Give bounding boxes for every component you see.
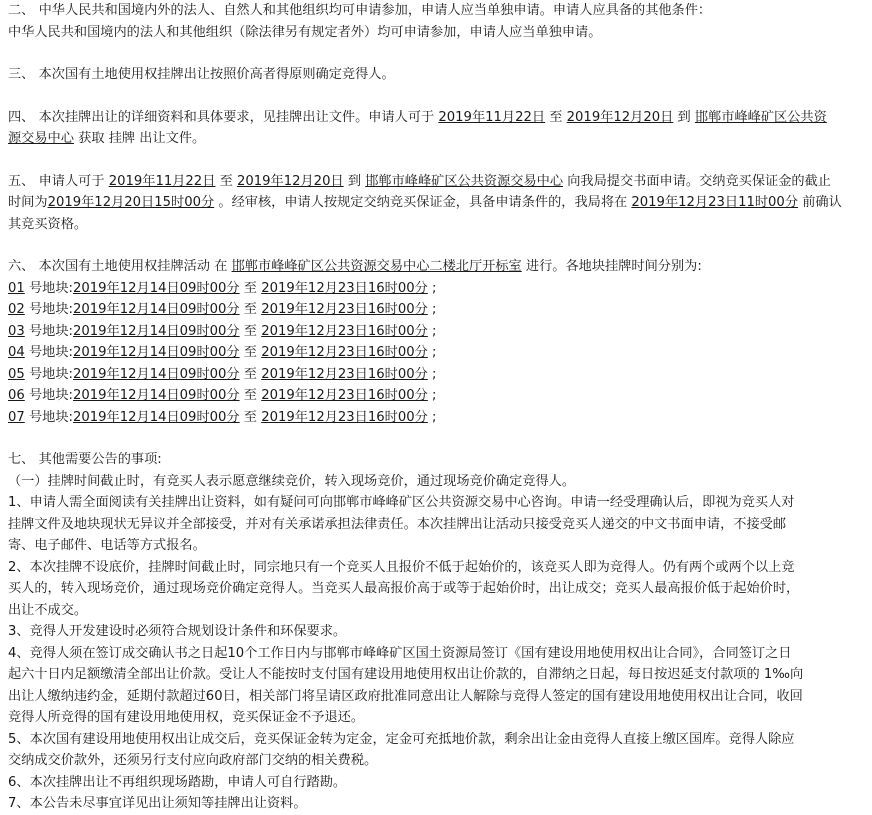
plot-number: 03 — [8, 323, 25, 339]
qualification-confirm-time: 2019年12月23日11时00分 — [631, 195, 799, 210]
plot-start-time: 2019年12月14日09时00分 — [72, 366, 240, 382]
section-7-line: 挂牌文件及地块现状无异议并全部接受，并对有关承诺承担法律责任。本次挂牌出让活动只接受竞买人递交的中文书面申请，不接受邮 — [8, 516, 787, 532]
section-7-line: 6、本次挂牌出让不再组织现场踏勘，申请人可自行踏勘。 — [8, 774, 347, 790]
plot-end-time: 2019年12月23日16时00分 — [261, 345, 428, 360]
section-7-line: 出让不成交。 — [8, 602, 88, 618]
section-7-line: 7、本公告未尽事宜详见出让须知等挂牌出让资料。 — [8, 796, 307, 811]
section-2-line-2: 中华人民共和国境内的法人和其他组织（除法律另有规定者外）均可申请参加，申请人应当单独申请。 — [8, 24, 602, 40]
plot-end-mark: ; — [427, 302, 437, 317]
section-6-line-1: 六、 本次国有土地使用权挂牌活动 在 邯郸市峰峰矿区公共资源交易中心二楼北厅开标室 进行。各地块挂牌时间分别为: — [8, 259, 702, 274]
section-7-line: 寄、电子邮件、电话等方式报名。 — [8, 538, 206, 553]
section-3-line-1: 三、 本次国有土地使用权挂牌出让按照价高者得原则确定竞得人。 — [8, 67, 395, 82]
plot-to: 至 — [239, 345, 262, 360]
plot-schedule-row — [8, 364, 864, 386]
plot-to: 至 — [239, 302, 262, 317]
plot-end-mark: ; — [427, 280, 437, 296]
plot-to: 至 — [239, 366, 262, 382]
listing-venue-link[interactable]: 邯郸市峰峰矿区公共资源交易中心二楼北厅开标室 — [231, 259, 522, 274]
section-5-line-2: 时间为2019年12月20日15时00分 。经审核，申请人按规定交纳竞买保证金，具备申请条件的，我局将在 2019年12月23日11时00分 前确认 — [8, 195, 842, 210]
section-4-line-2: 源交易中心 获取 挂牌 出让文件。 — [8, 131, 206, 146]
plot-label: 号地块: — [24, 345, 73, 360]
plot-to: 至 — [239, 409, 262, 425]
plot-start-time: 2019年12月14日09时00分 — [72, 302, 240, 317]
section-5-line-3: 其竞买资格。 — [8, 216, 88, 232]
section-7-line: 5、本次国有建设用地使用权出让成交后，竞买保证金转为定金，定金可充抵地价款，剩余出让金由竞得人直接上缴区国库。竞得人除应 — [8, 731, 795, 747]
plot-end-time: 2019年12月23日16时00分 — [261, 366, 428, 382]
plot-start-time: 2019年12月14日09时00分 — [72, 388, 240, 403]
plot-label: 号地块: — [24, 388, 73, 403]
plot-schedule-row — [8, 342, 864, 364]
section-7-notes — [8, 449, 864, 815]
section-7-line: （一）挂牌时间截止时，有竞买人表示愿意继续竞价，转入现场竞价，通过现场竞价确定竞得人。 — [8, 473, 576, 489]
plot-number: 01 — [8, 280, 25, 296]
plot-end-time: 2019年12月23日16时00分 — [261, 388, 428, 403]
plot-end-mark: ; — [427, 345, 437, 360]
plot-label: 号地块: — [24, 302, 73, 317]
plot-schedule-row — [8, 278, 864, 300]
plot-to: 至 — [239, 388, 262, 403]
section-7-line: 4、竞得人须在签订成交确认书之日起10个工作日内与邯郸市峰峰矿区国土资源局签订《国有建设用地使用权出让合同》，合同签订之日 — [8, 645, 792, 661]
section-2-line-1: 二、 中华人民共和国境内外的法人、自然人和其他组织均可申请参加，申请人应当单独申请。申请人应具备的其他条件： — [8, 3, 712, 18]
plot-end-mark: ; — [427, 323, 437, 339]
plot-end-mark: ; — [427, 366, 437, 382]
plot-to: 至 — [239, 323, 262, 339]
plot-schedule-row — [8, 321, 864, 343]
venue-link-part-2[interactable]: 源交易中心 — [8, 131, 74, 146]
section-4-line-1: 四、 本次挂牌出让的详细资料和具体要求，见挂牌出让文件。申请人可于 2019年11月22日 至 2019年12月20日 到 邯郸市峰峰矿区公共资 — [8, 109, 827, 125]
date-end: 2019年12月20日 — [566, 109, 674, 125]
plot-number: 07 — [8, 409, 25, 425]
plot-to: 至 — [239, 280, 262, 296]
plot-label: 号地块: — [24, 323, 73, 339]
section-7-line: 交纳成交价款外，还须另行支付应向政府部门交纳的相关费税。 — [8, 753, 378, 768]
plot-number: 02 — [8, 302, 25, 317]
plot-start-time: 2019年12月14日09时00分 — [72, 280, 240, 296]
plot-schedule-row — [8, 299, 864, 321]
section-7-line: 竞得人所竞得的国有建设用地使用权，竞买保证金不予退还。 — [8, 710, 365, 725]
section-7-line: 1、申请人需全面阅读有关挂牌出让资料，如有疑问可向邯郸市峰峰矿区公共资源交易中心咨询。申请一经受理确认后，即视为竞买人对 — [8, 495, 795, 510]
announcement-document — [8, 0, 864, 815]
section-7-line: 起六十日内足额缴清全部出让价款。受让人不能按时支付国有建设用地使用权出让价款的，自滞纳之日起，每日按迟延支付款项的 1‰向 — [8, 667, 804, 682]
plot-label: 号地块: — [24, 366, 73, 382]
date-start: 2019年11月22日 — [438, 109, 546, 125]
section-7-line: 七、 其他需要公告的事项: — [8, 452, 162, 467]
plot-number: 05 — [8, 366, 25, 382]
plot-end-time: 2019年12月23日16时00分 — [261, 409, 428, 425]
section-7-line: 买人的，转入现场竞价，通过现场竞价确定竞得人。当竞买人最高报价高于或等于起始价时，出让成交；竞买人最高报价低于起始价时， — [8, 581, 800, 596]
date-end: 2019年12月20日 — [236, 173, 344, 189]
plot-end-time: 2019年12月23日16时00分 — [261, 280, 428, 296]
plot-start-time: 2019年12月14日09时00分 — [72, 409, 240, 425]
plot-label: 号地块: — [24, 409, 73, 425]
plot-end-mark: ; — [427, 409, 437, 425]
section-5-line-1: 五、 申请人可于 2019年11月22日 至 2019年12月20日 到 邯郸市峰峰矿区公共资源交易中心 向我局提交书面申请。交纳竞买保证金的截止 — [8, 173, 831, 189]
plot-start-time: 2019年12月14日09时00分 — [72, 323, 240, 339]
venue-link[interactable]: 邯郸市峰峰矿区公共资源交易中心 — [365, 173, 564, 189]
plot-schedule-row — [8, 407, 864, 429]
plot-number: 06 — [8, 388, 25, 403]
plot-number: 04 — [8, 345, 25, 360]
plot-schedule-row — [8, 385, 864, 407]
deposit-deadline: 2019年12月20日15时00分 — [47, 195, 215, 210]
plot-schedule-list — [8, 278, 864, 429]
section-7-line: 3、竞得人开发建设时必须符合规划设计条件和环保要求。 — [8, 624, 347, 639]
date-start: 2019年11月22日 — [108, 173, 216, 189]
plot-end-time: 2019年12月23日16时00分 — [261, 323, 428, 339]
venue-link-part-1[interactable]: 邯郸市峰峰矿区公共资 — [694, 109, 827, 125]
plot-label: 号地块: — [24, 280, 73, 296]
plot-start-time: 2019年12月14日09时00分 — [72, 345, 240, 360]
section-7-line: 出让人缴纳违约金，延期付款超过60日，相关部门将呈请区政府批准同意出让人解除与竞得人签定的国有建设用地使用权出让合同，收回 — [8, 688, 803, 704]
plot-end-time: 2019年12月23日16时00分 — [261, 302, 428, 317]
section-7-line: 2、本次挂牌不设底价，挂牌时间截止时，同宗地只有一个竞买人且报价不低于起始价的，该竞买人即为竞得人。仍有两个或两个以上竞 — [8, 559, 795, 575]
plot-end-mark: ; — [427, 388, 437, 403]
